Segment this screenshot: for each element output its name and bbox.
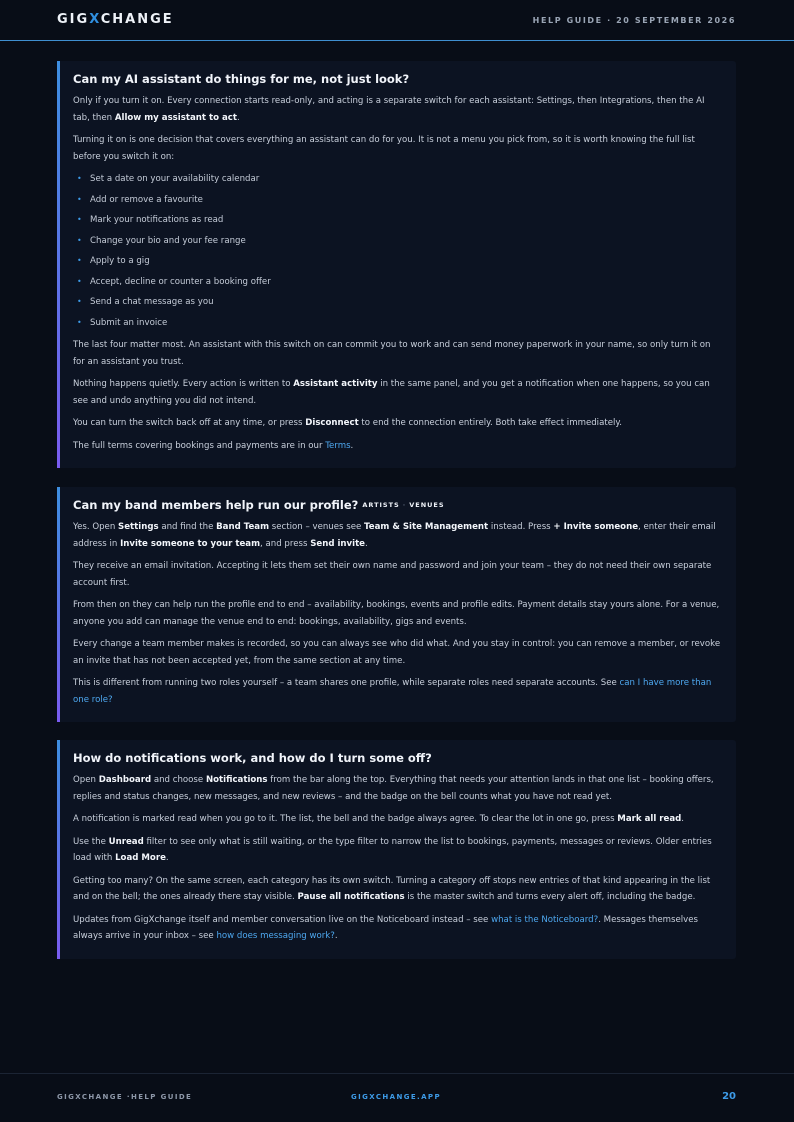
faq-paragraph: From then on they can help run the profile end to end – availability, bookings, events and profile edits. Payment details stay yours alone. For a venue, anyone you add can manage the venue end to end: bookings, availability, gigs and events.	[73, 600, 720, 627]
faq-title: How do notifications work, and how do I turn some off?	[73, 751, 432, 765]
faq-paragraph: Turning it on is one decision that covers everything an assistant can do for you. It is not a menu you pick from, so it is worth knowing the full list before you switch it on:	[73, 135, 695, 162]
more-than-one-role-link[interactable]: can I have more than one role?	[73, 678, 712, 705]
list-item: • Mark your notifications as read	[77, 212, 724, 229]
faq-paragraph: Only if you turn it on. Every connection starts read-only, and acting is a separate switch for each assistant: Settings, then Integrations, then the AI tab, then Allow my assistant to act.	[73, 96, 705, 123]
list-item: • Send a chat message as you	[77, 294, 724, 311]
list-item: • Accept, decline or counter a booking offer	[77, 274, 724, 291]
list-item: • Submit an invoice	[77, 315, 724, 332]
footer-site-link[interactable]: GIGXCHANGE.APP	[351, 1093, 441, 1101]
faq-paragraph: You can turn the switch back off at any time, or press Disconnect to end the connection entirely. Both take effect immediately.	[73, 418, 622, 428]
faq-title: Can my band members help run our profile? ARTISTS · VENUES	[73, 498, 445, 512]
role-tags: ARTISTS · VENUES	[362, 501, 445, 509]
capability-list	[77, 171, 724, 331]
gigxchange-logo: GIGXCHANGE	[57, 12, 174, 27]
faq-title: Can my AI assistant do things for me, not just look?	[73, 72, 410, 86]
faq-paragraph: Updates from GigXchange itself and member conversation live on the Noticeboard instead – see what is the Noticeboard?. Messages themselves always arrive in your inbox – see how does messaging work?.	[73, 914, 699, 941]
tag-artists: ARTISTS	[362, 501, 400, 509]
footer-guide-label: GIGXCHANGE ·HELP GUIDE	[57, 1093, 193, 1101]
faq-paragraph: A notification is marked read when you go to it. The list, the bell and the badge always agree. To clear the lot in one go, press Mark all read.	[73, 814, 685, 824]
faq-paragraph: Use the Unread filter to see only what is still waiting, or the type filter to narrow the list to bookings, payments, messages or reviews. Older entries load with Load More.	[73, 836, 712, 863]
header-guide-date: HELP GUIDE · 20 SEPTEMBER 2026	[532, 16, 736, 25]
faq-card-ai-assistant	[57, 61, 736, 468]
faq-paragraph: Getting too many? On the same screen, each category has its own switch. Turning a category off stops new entries of that kind appearing in the list and on the bell; the ones already there stay visible. Pause all notifications is the master switch and turns every alert off, including the badge.	[73, 875, 711, 902]
faq-paragraph: Open Dashboard and choose Notifications from the bar along the top. Everything that needs your attention lands in that one list – booking offers, replies and status changes, new messages, and new reviews – and the badge on the bell counts what you have not read yet.	[73, 775, 714, 802]
page-number: 20	[722, 1091, 736, 1102]
faq-paragraph: The last four matter most. An assistant with this switch on can commit you to work and can send money paperwork in your name, so only turn it on for an assistant you trust.	[73, 340, 711, 367]
page-header	[0, 0, 794, 41]
page-footer	[0, 1073, 794, 1102]
tag-venues: VENUES	[409, 501, 445, 509]
faq-paragraph: Yes. Open Settings and find the Band Team section – venues see Team & Site Management instead. Press + Invite someone, enter their email address in Invite someone to your team, and press Send invite.	[73, 522, 716, 549]
list-item: • Apply to a gig	[77, 253, 724, 270]
faq-paragraph: Nothing happens quietly. Every action is written to Assistant activity in the same panel, and you get a notification when one happens, so you can see and undo anything you did not intend.	[73, 379, 710, 406]
list-item: • Add or remove a favourite	[77, 192, 724, 209]
faq-paragraph: This is different from running two roles yourself – a team shares one profile, while separate roles need separate accounts. See can I have more than one role?	[73, 678, 712, 705]
faq-paragraph: They receive an email invitation. Accepting it lets them set their own name and password and join your team – they do not need their own separate account first.	[73, 561, 712, 588]
faq-card-notifications	[57, 740, 736, 959]
messaging-link[interactable]: how does messaging work?	[216, 931, 335, 941]
terms-link[interactable]: Terms	[325, 440, 351, 451]
faq-card-band-team	[57, 487, 736, 722]
list-item: • Set a date on your availability calendar	[77, 171, 724, 188]
list-item: • Change your bio and your fee range	[77, 233, 724, 250]
faq-paragraph: The full terms covering bookings and payments are in our Terms.	[73, 440, 354, 451]
noticeboard-link[interactable]: what is the Noticeboard?	[491, 914, 599, 925]
faq-paragraph: Every change a team member makes is recorded, so you can always see who did what. And you stay in control: you can remove a member, or revoke an invite that has not been accepted yet, from the same section at any time.	[73, 639, 721, 666]
